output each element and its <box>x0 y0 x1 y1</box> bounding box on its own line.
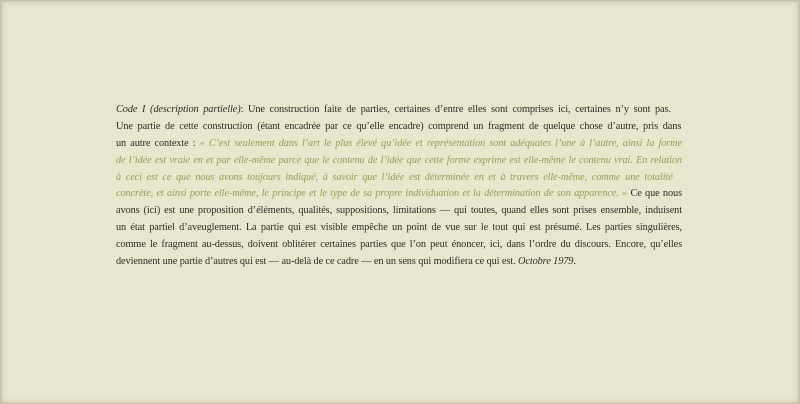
text-line <box>116 203 682 220</box>
text-segment: deviennent une partie d’autres qui est — au-delà de ce cadre — en un sens qui modifiera ce qui est. <box>116 256 519 268</box>
text-segment: : Une construction faite de parties, certaines d’entre elles sont comprises ici, certaines n’y sont pas. <box>240 104 671 115</box>
text-segment: Ce que nous <box>630 188 682 200</box>
text-line <box>116 237 682 254</box>
text-line <box>116 119 682 136</box>
quoted-text-segment: à ceci est ce que nous avons toujours indiqué, à savoir que l’idée est déterminée en et à travers elle-même, comme une totalité <box>116 171 673 183</box>
text-line <box>116 102 682 119</box>
text-line <box>116 153 682 170</box>
text-segment: comme le fragment au-dessus, doivent oblitérer certaines parties que l’on peut énoncer, ici, dans l’ordre du discours. Encore, qu’elles <box>116 239 682 251</box>
text-segment: avons (ici) est une proposition d’éléments, qualités, suppositions, limitations — qui toutes, quand elles sont prises ensemble, induisent <box>116 205 682 217</box>
text-segment: Octobre 1979 <box>518 256 574 268</box>
paragraph-text-block <box>116 102 682 271</box>
text-line <box>116 136 682 153</box>
quoted-text-segment: de l’idée est vraie en et par elle-même parce que le contenu de l’idée que cette forme exprime est elle-même le contenu vrai. En relation <box>116 154 682 166</box>
quoted-text-segment: « C’est seulement dans l’art le plus élevé qu’idée et représentation sont adéquates l’une à l’autre, ainsi la forme <box>199 137 682 149</box>
text-line <box>116 254 682 271</box>
text-line <box>116 220 682 237</box>
text-segment: un état partiel d’aveuglement. La partie qui est visible empêche un point de vue sur le tout qui est présumé. Les parties singulières, <box>116 222 682 234</box>
text-segment: . <box>573 256 576 268</box>
text-line <box>116 170 682 187</box>
text-segment: Une partie de cette construction (étant encadrée par ce qu’elle encadre) comprend un fragment de quelque chose d’autre, pris dans <box>116 120 682 132</box>
text-line <box>116 186 682 203</box>
quoted-text-segment: concrète, et ainsi porte elle-même, le principe et le type de sa propre individuation et la détermination de son apparence. » <box>116 188 631 200</box>
text-segment: un autre contexte : <box>116 137 200 149</box>
text-segment: Code I (description partielle) <box>116 104 241 115</box>
